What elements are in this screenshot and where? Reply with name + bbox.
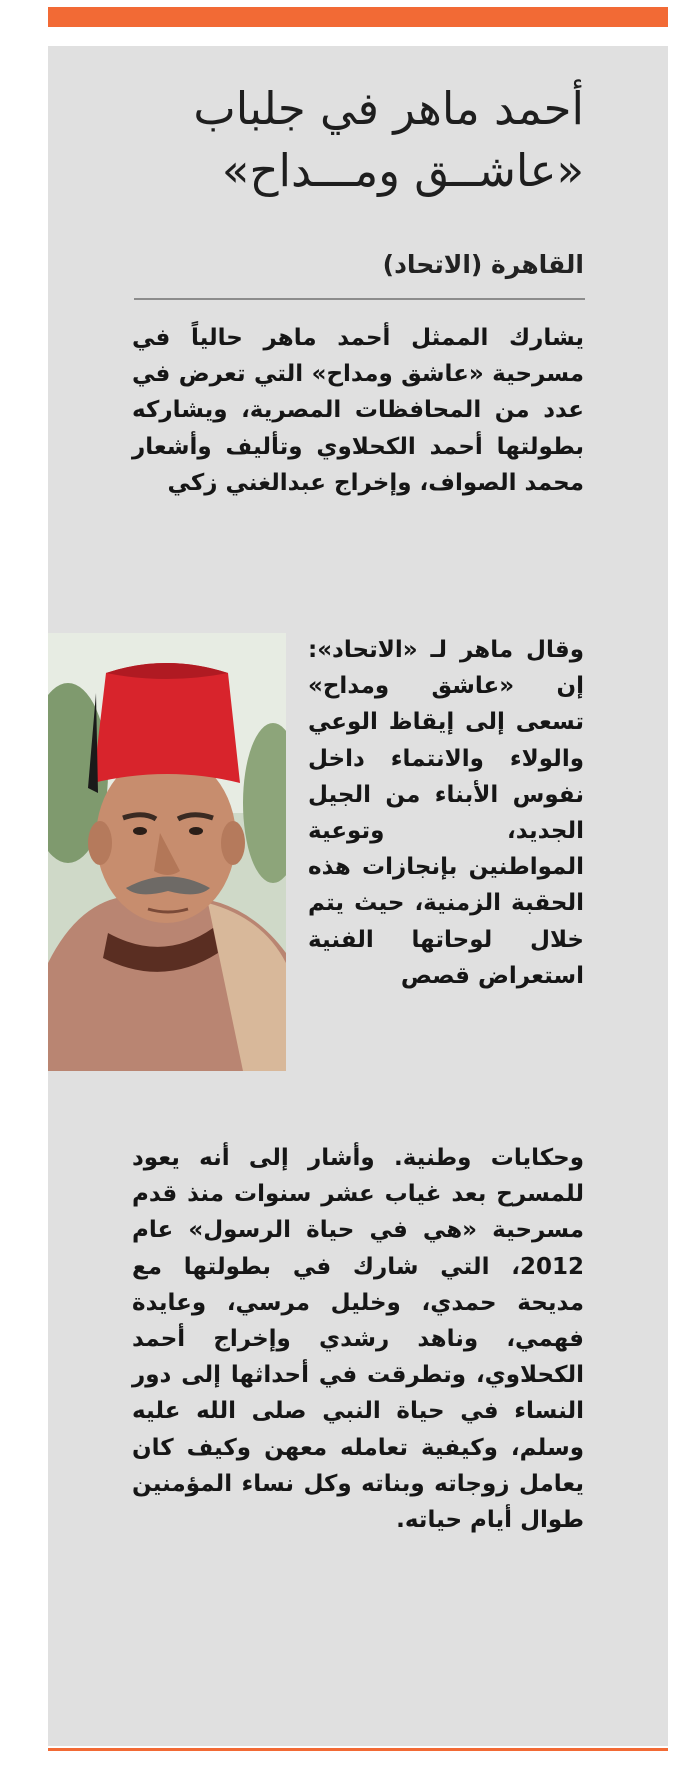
article-byline: القاهرة (الاتحاد) (382, 250, 584, 279)
article-headline (124, 78, 584, 202)
top-accent-bar (48, 7, 668, 27)
bottom-accent-line (48, 1748, 668, 1751)
headline-line-2: «عاشــق ومـــداح» (221, 144, 584, 197)
headline-line-1: أحمد ماهر في جلباب (193, 82, 584, 135)
article-paragraph-continued: وحكايات وطنية. وأشار إلى أنه يعود للمسرح بعد غياب عشر سنوات منذ قدم مسرحية «هي في حياة الرسول» عام 2012، التي شارك في بطولتها مع مديحة حمدي، وخليل مرسي، وعايدة فهمي، وناهد رشدي وإخراج أحمد الكحلاوي، وتطرقت في أحداثها إلى دور النساء في حياة النبي صلى الله عليه وسلم، وكيفية تعامله معهن وكيف كان يعامل زوجاته وبناته وكل نساء المؤمنين طوال أيام حياته. (132, 1145, 584, 1534)
article-paragraph-intro: يشارك الممثل أحمد ماهر حالياً في مسرحية «عاشق ومداح» التي تعرض في عدد من المحافظات المصرية، ويشاركه بطولتها أحمد الكحلاوي وتأليف وأشعار محمد الصواف، وإخراج عبدالغني زكي (132, 325, 584, 496)
actor-photo (48, 633, 286, 1071)
byline-divider (134, 298, 585, 300)
article-paragraph-beside-photo: وقال ماهر لـ «الاتحاد»: إن «عاشق ومداح» تسعى إلى إيقاظ الوعي والولاء والانتماء داخل نفوس الأبناء من الجيل الجديد، وتوعية المواطنين بإنجازات هذه الحقبة الزمنية، حيث يتم خلال لوحاتها الفنية استعراض قصص (308, 637, 584, 989)
